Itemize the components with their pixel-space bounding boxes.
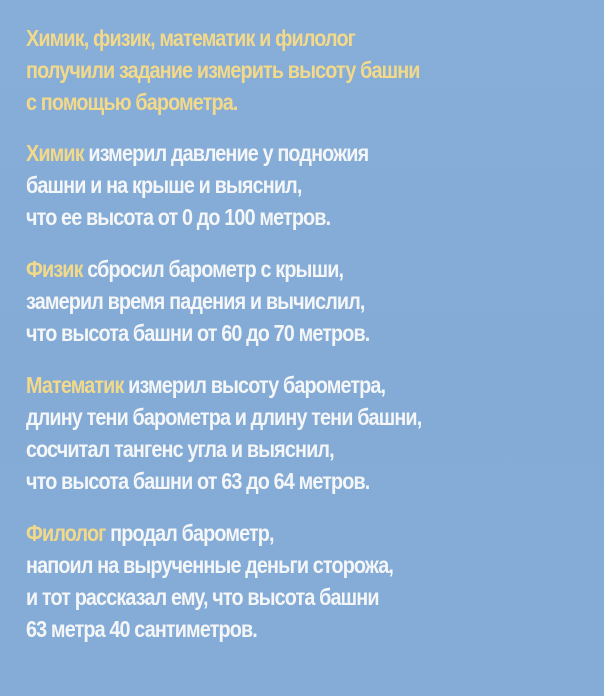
paragraph-line: что ее высота от 0 до 100 метров. [26,204,331,230]
intro-line: с помощью барометра. [26,89,238,115]
highlight-name: Математик [26,372,124,398]
line-text: измерил высоту барометра, [123,372,386,398]
highlight-name: Физик [26,256,83,282]
paragraph-line [26,517,594,549]
paragraph-philologist [26,517,594,645]
line-text: сбросил барометр с крыши, [82,256,344,282]
paragraph-chemist [26,137,594,233]
paragraph-line: напоил на вырученные деньги сторожа, [26,552,394,578]
paragraph-line [26,137,594,169]
line-text: измерил давление у подножия [83,140,369,166]
paragraph-line: что высота башни от 60 до 70 метров. [26,320,370,346]
intro-paragraph [26,22,594,118]
line-text: продал барометр, [105,520,274,546]
paragraph-line: замерил время падения и вычислил, [26,288,365,314]
paragraph-mathematician [26,369,594,497]
intro-line: получили задание измерить высоту башни [26,57,420,83]
paragraph-line [26,253,594,285]
paragraph-line: длину тени барометра и длину тени башни, [26,404,422,430]
paragraph-line: и тот рассказал ему, что высота башни [26,584,379,610]
highlight-name: Химик [26,140,84,166]
paragraph-physicist [26,253,594,349]
paragraph-line: сосчитал тангенс угла и выяснил, [26,436,334,462]
paragraph-line: башни и на крыше и выяснил, [26,172,302,198]
intro-line: Химик, физик, математик и филолог [26,25,356,51]
paragraph-line: 63 метра 40 сантиметров. [26,616,257,642]
highlight-name: Филолог [26,520,106,546]
paragraph-line [26,369,594,401]
paragraph-line: что высота башни от 63 до 64 метров. [26,468,370,494]
